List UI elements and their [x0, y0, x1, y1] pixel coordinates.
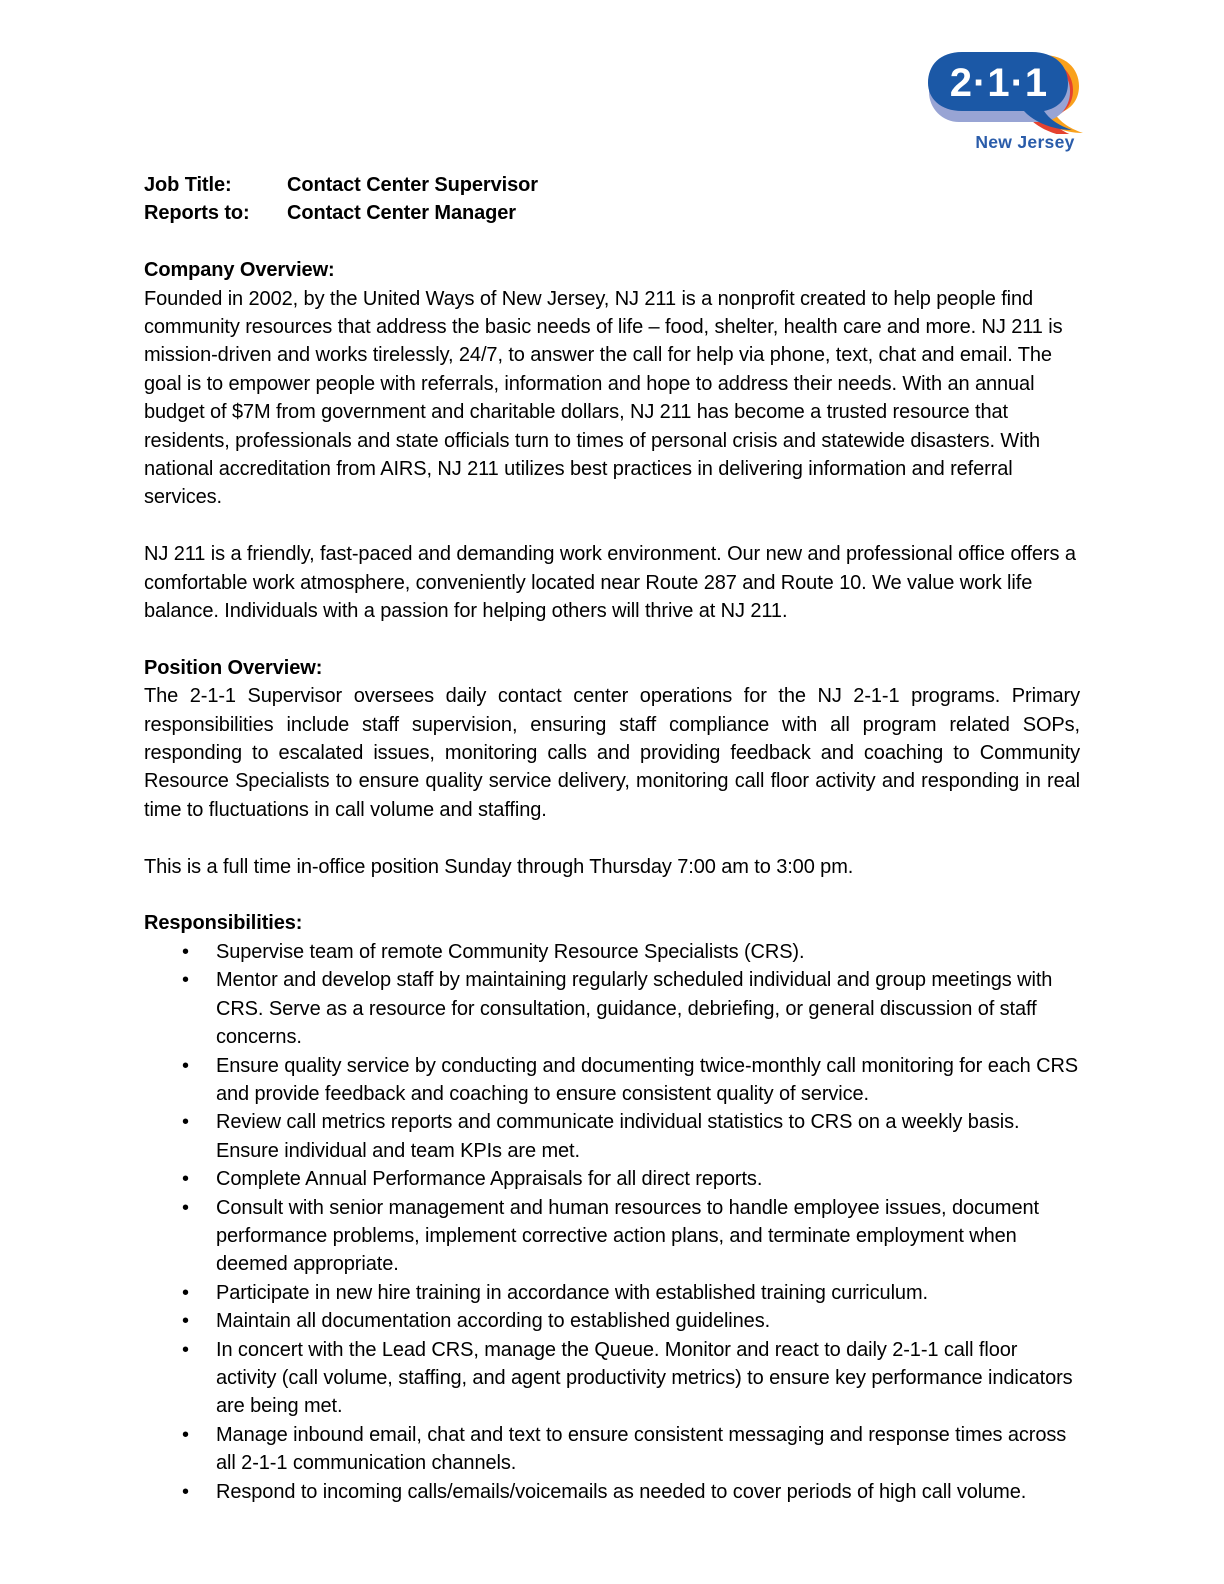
responsibility-item: • Ensure quality service by conducting and documenting twice-monthly call monitoring for each CRS and provide feedback and coaching to ensure consistent quality of service. — [144, 1052, 1080, 1109]
responsibility-item: • Participate in new hire training in accordance with established training curriculum. — [144, 1279, 1080, 1307]
logo-number-text: 2·1·1 — [949, 61, 1049, 105]
responsibility-item: • Respond to incoming calls/emails/voicemails as needed to cover periods of high call volume. — [144, 1478, 1080, 1506]
blank-line — [144, 625, 1080, 653]
responsibility-item: • Supervise team of remote Community Resource Specialists (CRS). — [144, 938, 1080, 966]
reports-to-value: Contact Center Manager — [287, 202, 516, 225]
blank-line — [144, 512, 1080, 540]
nj211-logo — [926, 52, 1098, 152]
company-overview-heading: Company Overview: — [144, 259, 335, 282]
job-title-value: Contact Center Supervisor — [287, 174, 538, 196]
job-title-row — [144, 171, 1080, 199]
blank-line — [144, 228, 1080, 256]
responsibilities-heading: Responsibilities: — [144, 912, 303, 935]
responsibility-item: • Complete Annual Performance Appraisals for all direct reports. — [144, 1165, 1080, 1193]
blank-line — [144, 881, 1080, 909]
blank-line — [144, 824, 1080, 852]
logo-region-label: New Jersey — [975, 132, 1075, 152]
reports-to-label: Reports to: — [144, 202, 250, 225]
responsibility-item: • In concert with the Lead CRS, manage the Queue. Monitor and react to daily 2-1-1 call floor activity (call volume, staffing, and agent productivity metrics) to ensure key performance indicators are being met. — [144, 1336, 1080, 1421]
responsibility-item: • Consult with senior management and human resources to handle employee issues, document performance problems, implement corrective action plans, and terminate employment when deemed appropriate. — [144, 1194, 1080, 1279]
reports-to-row — [144, 199, 1080, 227]
schedule-note: This is a full time in-office position Sunday through Thursday 7:00 am to 3:00 pm. — [144, 855, 854, 878]
responsibility-item: • Mentor and develop staff by maintaining regularly scheduled individual and group meetings with CRS. Serve as a resource for consultation, guidance, debriefing, or general discussion of staff concerns. — [144, 966, 1080, 1051]
company-overview-paragraph-2: NJ 211 is a friendly, fast-paced and demanding work environment. Our new and professional office offers a comfortable work atmosphere, conveniently located near Route 287 and Route 10. We value work life balance. Individuals with a passion for helping others will thrive at NJ 211. — [144, 543, 1076, 623]
company-overview-paragraph-1: Founded in 2002, by the United Ways of New Jersey, NJ 211 is a nonprofit created to help people find community resources that address the basic needs of life – food, shelter, health care and more. NJ 211 is mission-driven and works tirelessly, 24/7, to answer the call for help via phone, text, chat and email. The goal is to empower people with referrals, information and hope to address their needs. With an annual budget of $7M from government and charitable dollars, NJ 211 has become a trusted resource that residents, professionals and state officials turn to times of personal crisis and statewide disasters. With national accreditation from AIRS, NJ 211 utilizes best practices in delivering information and referral services. — [144, 287, 1063, 509]
responsibility-item: • Review call metrics reports and communicate individual statistics to CRS on a weekly basis. Ensure individual and team KPIs are met. — [144, 1108, 1080, 1165]
speech-bubble-icon — [926, 52, 1098, 134]
responsibility-item: • Maintain all documentation according to established guidelines. — [144, 1307, 1080, 1335]
job-title-label: Job Title: — [144, 174, 232, 196]
position-overview-paragraph: The 2-1-1 Supervisor oversees daily contact center operations for the NJ 2-1-1 programs. Primary responsibilities include staff supervision, ensuring staff compliance with all program related SOPs, responding to escalated issues, monitoring calls and providing feedback and coaching to Community Resource Specialists to ensure quality service delivery, monitoring call floor activity and responding in real time to fluctuations in call volume and staffing. — [144, 685, 1080, 821]
position-overview-heading: Position Overview: — [144, 656, 323, 679]
responsibilities-list — [144, 938, 1080, 1506]
responsibility-item: • Manage inbound email, chat and text to ensure consistent messaging and response times across all 2-1-1 communication channels. — [144, 1421, 1080, 1478]
document-body — [144, 171, 1080, 1506]
